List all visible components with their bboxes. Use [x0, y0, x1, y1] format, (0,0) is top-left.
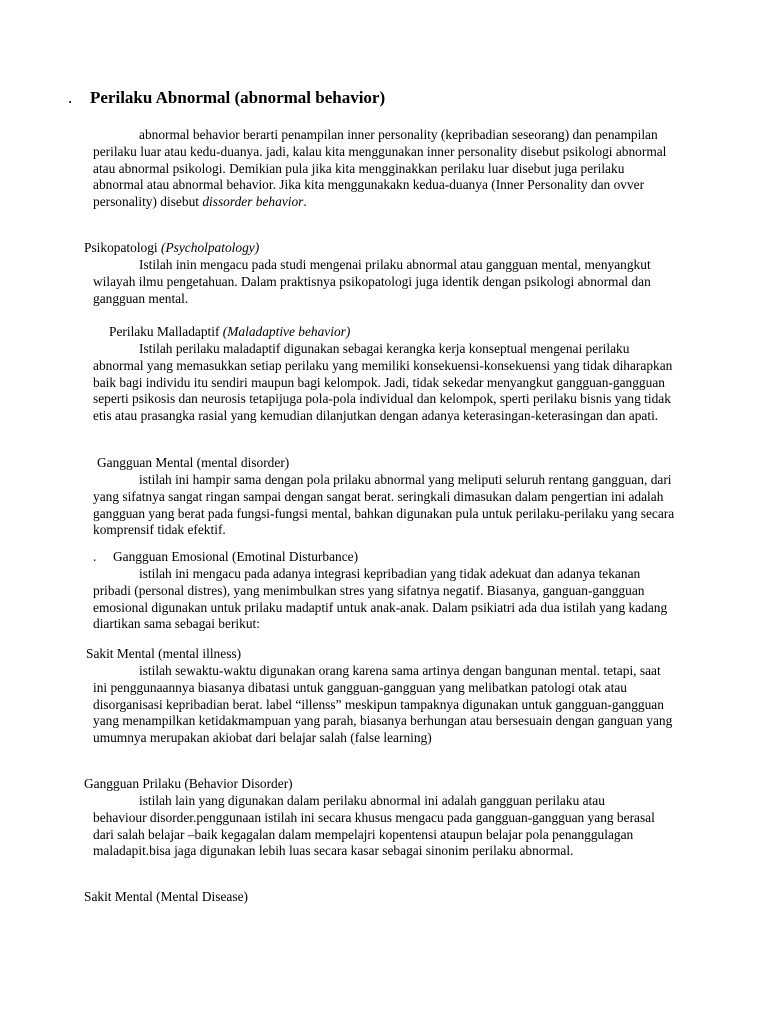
section-heading-gangguan-emosional — [93, 549, 358, 566]
body-text: istilah sewaktu-waktu digunakan orang karena sama artinya dengan bangunan mental. tetapi, saat ini penggunaannya biasanya dibatasi untuk gangguan-gangguan yang melibatkan patologi otak atau disorganisasi kepribadian berat. label “illenss” meskipun tampaknya digunakan untuk gangguan-gangguan yang menampilkan ketidakmampuan yang parah, biasanya berhungan atau bersesuain dengan ganguan yang umumnya merupakan akiobat dari belajar salah (false learning) — [93, 663, 673, 746]
section-body-psikopatologi — [93, 257, 673, 307]
section-heading-malladaptif — [109, 324, 350, 341]
heading-italic: (Psycholpatology) — [161, 240, 260, 255]
document-title — [68, 88, 385, 108]
section-heading-gangguan-prilaku — [84, 776, 293, 793]
intro-text: abnormal behavior berarti penampilan inner personality (kepribadian seseorang) dan penampilan perilaku luar atau kedu-duanya. jadi, kalau kita menggunakan inner personality disebut psikologi abnormal atau abnormal psikologi. Demikian pula jika kita mengginakkan perilaku luar disebut juga perilaku abnormal atau abnormal behavior. Jika kita menggunakakn kedua-duanya (Inner Personality dan ovver personality) disebut — [93, 127, 667, 210]
section-heading-gangguan-mental — [97, 455, 289, 472]
body-text: istilah ini hampir sama dengan pola prilaku abnormal yang meliputi seluruh rentang gangguan, dari yang sifatnya sangat ringan sampai dengan sangat berat. seringkali dimasukan dalam pengertian ini adalah gangguan yang berat pada fungsi-fungsi mental, bahkan digunakan pula untuk perilaku-perilaku yang secara komprensif tidak efektif. — [93, 472, 675, 538]
section-body-sakit-mental-illness — [93, 663, 677, 747]
body-text: Istilah perilaku maladaptif digunakan sebagai kerangka kerja konseptual mengenai perilaku abnormal yang memasukkan setiap perilaku yang memiliki konsekuensi-konsekuensi yang tidak diharapkan baik bagi individu itu sendiri maupun bagi kelompok. Jadi, tidak sekedar menyangkut gangguan-gangguan seperti psikosis dan neurosis tetapijuga pola-pola individual dan kelompok, sperti perilaku bisnis yang tidak etis atau prasangka rasial yang kemudian dilanjutkan dengan adanya keterasingan-keterasingan dan apati. — [93, 341, 673, 424]
section-body-gangguan-prilaku — [93, 793, 657, 860]
heading-text: Gangguan Prilaku (Behavior Disorder) — [84, 776, 293, 791]
heading-bullet: . — [93, 549, 97, 564]
body-text: Istilah inin mengacu pada studi mengenai prilaku abnormal atau gangguan mental, menyangkut wilayah ilmu pengetahuan. Dalam praktisnya psikopatologi juga identik dengan psikologi abnormal dan gangguan mental. — [93, 257, 651, 306]
section-heading-psikopatologi — [84, 240, 259, 257]
heading-text: Gangguan Emosional (Emotinal Disturbance) — [113, 549, 359, 564]
heading-text: Sakit Mental (mental illness) — [86, 646, 242, 661]
heading-text: Sakit Mental (Mental Disease) — [84, 889, 248, 904]
section-body-malladaptif — [93, 341, 677, 425]
title-text: Perilaku Abnormal (abnormal behavior) — [90, 88, 386, 107]
section-heading-sakit-mental-disease — [84, 889, 248, 906]
section-body-gangguan-emosional — [93, 566, 677, 633]
heading-italic: (Maladaptive behavior) — [222, 324, 351, 339]
heading-text: Gangguan Mental (mental disorder) — [97, 455, 290, 470]
body-text: istilah ini mengacu pada adanya integrasi kepribadian yang tidak adekuat dan adanya tekanan pribadi (personal distres), yang menimbulkan stres yang sifatnya negatif. Biasanya, ganguan-gangguan emosional digunakan untuk prilaku madaptif untuk anak-anak. Dalam psikiatri ada dua istilah yang kadang diartikan sama sebagai berikut: — [93, 566, 668, 632]
heading-text: Perilaku Malladaptif — [109, 324, 223, 339]
intro-italic: dissorder behavior — [202, 194, 304, 210]
intro-end: . — [303, 194, 307, 210]
heading-text: Psikopatologi — [84, 240, 162, 255]
section-heading-sakit-mental-illness — [86, 646, 241, 663]
body-text: istilah lain yang digunakan dalam perilaku abnormal ini adalah gangguan perilaku atau behaviour disorder.penggunaan istilah ini secara khusus mengacu pada gangguan-gangguan yang berasal dari salah belajar –baik kegagalan dalam mempelajri kopentensi ataupun belajar pola penanggulagan maladapit.bisa jaga digunakan lebih luas secara kasar sebagai sinonim perilaku abnormal. — [93, 793, 655, 859]
title-bullet: . — [68, 88, 73, 107]
intro-paragraph — [93, 127, 671, 211]
section-body-gangguan-mental — [93, 472, 677, 539]
